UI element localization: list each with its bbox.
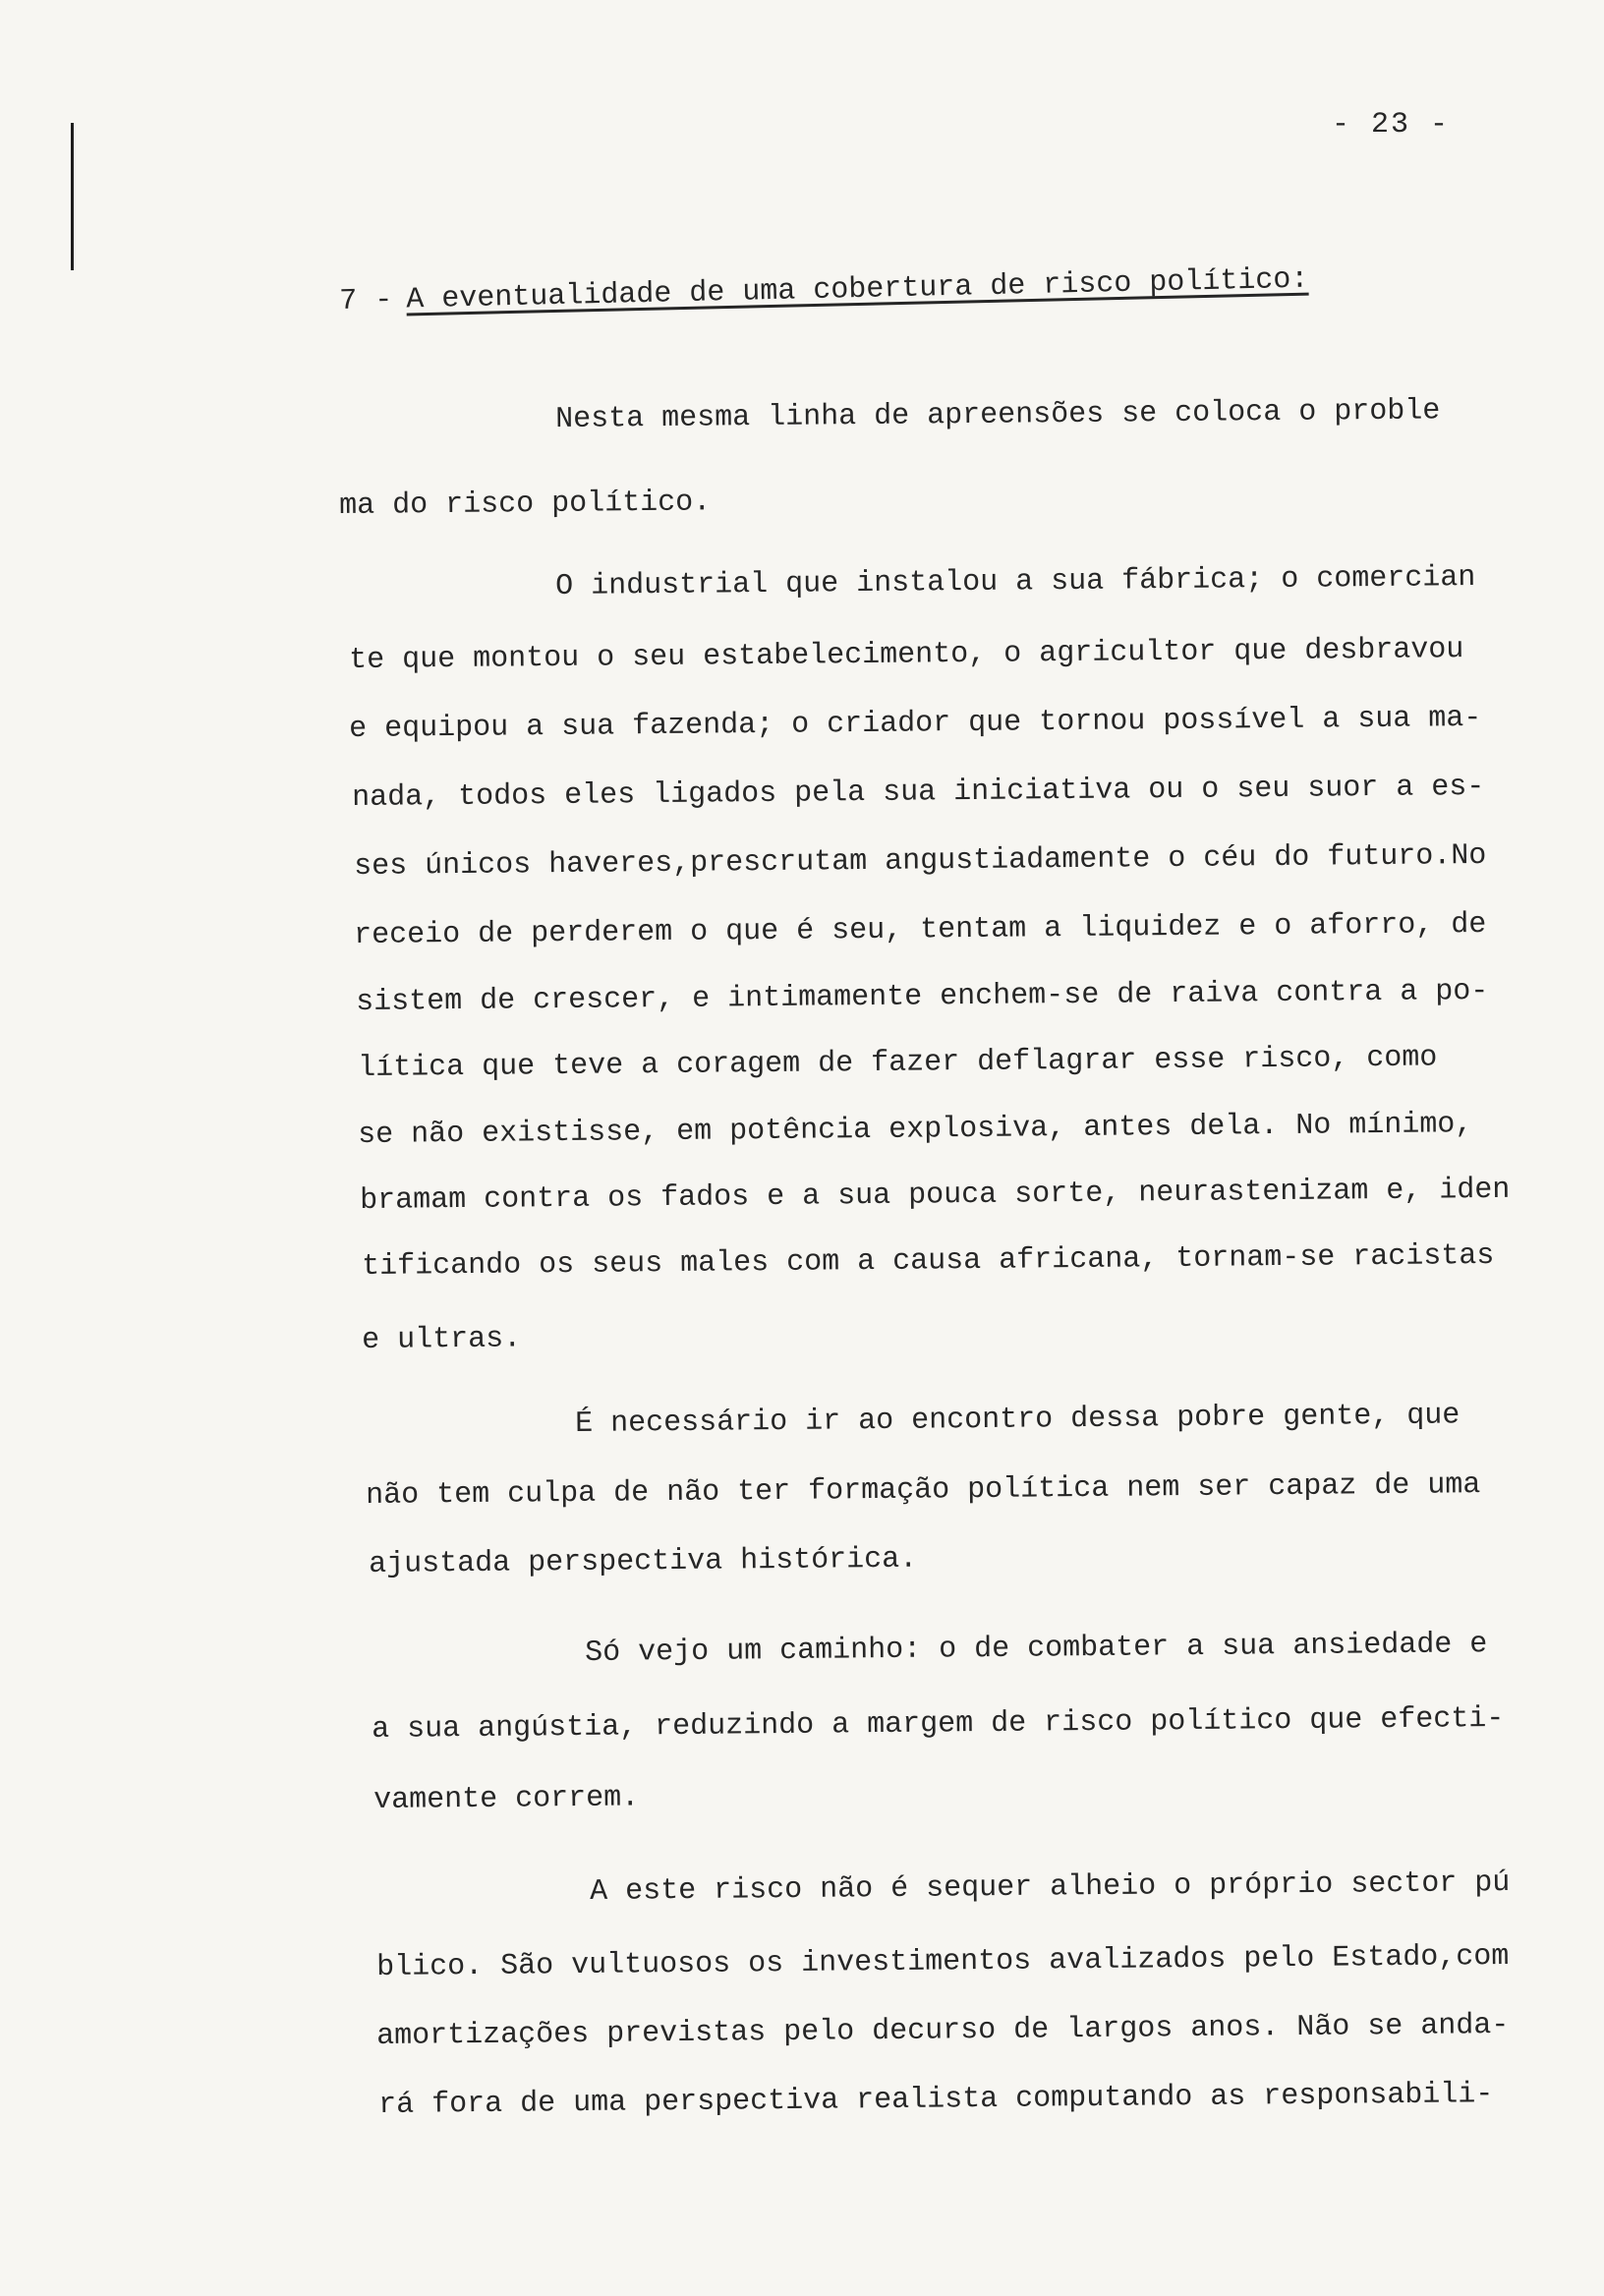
text-line: ma do risco político. bbox=[339, 486, 712, 523]
text-line: bramam contra os fados e a sua pouca sorte, neurastenizam e, iden bbox=[360, 1173, 1511, 1218]
text-line: Só vejo um caminho: o de combater a sua ansiedade e bbox=[585, 1628, 1488, 1670]
section-heading bbox=[339, 263, 1309, 318]
text-line: sistem de crescer, e intimamente enchem-se de raiva contra a po- bbox=[356, 974, 1489, 1019]
text-line: e equipou a sua fazenda; o criador que tornou possível a sua ma- bbox=[349, 701, 1482, 746]
text-line: não tem culpa de não ter formação política nem ser capaz de uma bbox=[366, 1468, 1481, 1513]
text-line: nada, todos eles ligados pela sua iniciativa ou o seu suor a es- bbox=[352, 770, 1485, 815]
text-line: te que montou o seu estabelecimento, o agricultor que desbravou bbox=[349, 633, 1464, 677]
text-line: e ultras. bbox=[362, 1322, 522, 1357]
text-line: É necessário ir ao encontro dessa pobre gente, que bbox=[575, 1399, 1461, 1441]
binding-edge-mark bbox=[71, 123, 74, 270]
text-line: rá fora de uma perspectiva realista computando as responsabili- bbox=[378, 2078, 1494, 2122]
text-line: ajustada perspectiva histórica. bbox=[369, 1542, 918, 1581]
section-title: A eventualidade de uma cobertura de risco político: bbox=[405, 262, 1309, 317]
text-line: a sua angústia, reduzindo a margem de risco político que efecti- bbox=[372, 1701, 1505, 1747]
text-line: amortizações previstas pelo decurso de largos anos. Não se anda- bbox=[376, 2008, 1510, 2053]
text-line: ses únicos haveres,prescrutam angustiadamente o céu do futuro.No bbox=[354, 838, 1487, 884]
page-number: - 23 - bbox=[1332, 108, 1451, 142]
text-line: se não existisse, em potência explosiva, antes dela. No mínimo, bbox=[358, 1108, 1473, 1152]
text-line: O industrial que instalou a sua fábrica; o comercian bbox=[555, 561, 1476, 603]
text-line: lítica que teve a coragem de fazer deflagrar esse risco, como bbox=[358, 1041, 1438, 1085]
text-line: A este risco não é sequer alheio o próprio sector pú bbox=[590, 1866, 1511, 1909]
text-line: tificando os seus males com a causa africana, tornam-se racistas bbox=[362, 1238, 1495, 1284]
text-line: blico. São vultuosos os investimentos avalizados pelo Estado,com bbox=[376, 1939, 1510, 1984]
text-line: vamente correm. bbox=[373, 1781, 640, 1817]
section-number: 7 - bbox=[339, 283, 393, 318]
text-line: Nesta mesma linha de apreensões se coloca o proble bbox=[555, 394, 1441, 436]
text-line: receio de perderem o que é seu, tentam a liquidez e o aforro, de bbox=[354, 907, 1487, 952]
